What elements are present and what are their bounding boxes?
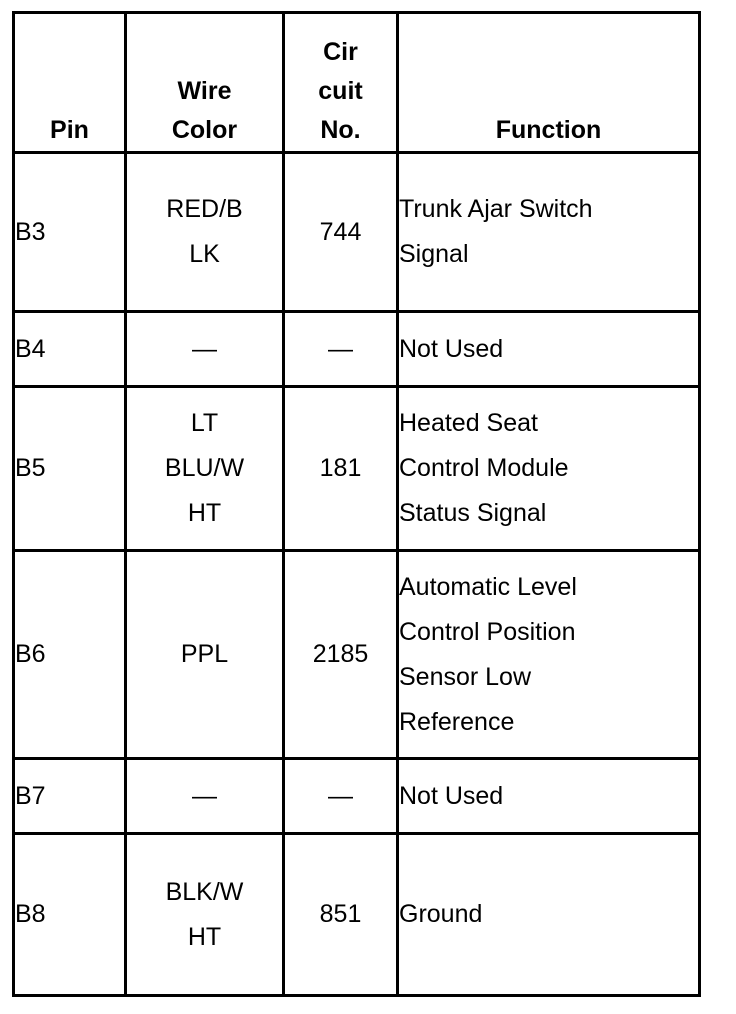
circuit-no-cell: 2185 [284,551,398,759]
pin-cell: B8 [14,834,126,996]
function-cell: Ground [398,834,700,996]
circuit-no-cell: — [284,759,398,834]
function-cell: Not Used [398,759,700,834]
header-circuit-no: Cir cuit No. [284,13,398,153]
connector-pinout-table [12,11,701,997]
function-cell: Heated Seat Control Module Status Signal [398,387,700,551]
table-row [14,551,700,759]
circuit-no-cell: 744 [284,153,398,312]
wire-color-cell: — [126,312,284,387]
function-cell: Not Used [398,312,700,387]
circuit-no-cell: 851 [284,834,398,996]
header-row [14,13,700,153]
header-wire-color: Wire Color [126,13,284,153]
wire-color-cell: PPL [126,551,284,759]
function-cell: Trunk Ajar Switch Signal [398,153,700,312]
header-function: Function [398,13,700,153]
circuit-no-cell: — [284,312,398,387]
wire-color-cell: BLK/W HT [126,834,284,996]
table-row [14,312,700,387]
header-pin: Pin [14,13,126,153]
pin-cell: B3 [14,153,126,312]
wire-color-cell: — [126,759,284,834]
pin-cell: B7 [14,759,126,834]
circuit-no-cell: 181 [284,387,398,551]
table-row [14,387,700,551]
table-row [14,759,700,834]
wire-color-cell: LT BLU/W HT [126,387,284,551]
pin-cell: B4 [14,312,126,387]
wire-color-cell: RED/B LK [126,153,284,312]
table-row [14,153,700,312]
pin-cell: B6 [14,551,126,759]
function-cell: Automatic Level Control Position Sensor Low Reference [398,551,700,759]
pin-cell: B5 [14,387,126,551]
table-row [14,834,700,996]
